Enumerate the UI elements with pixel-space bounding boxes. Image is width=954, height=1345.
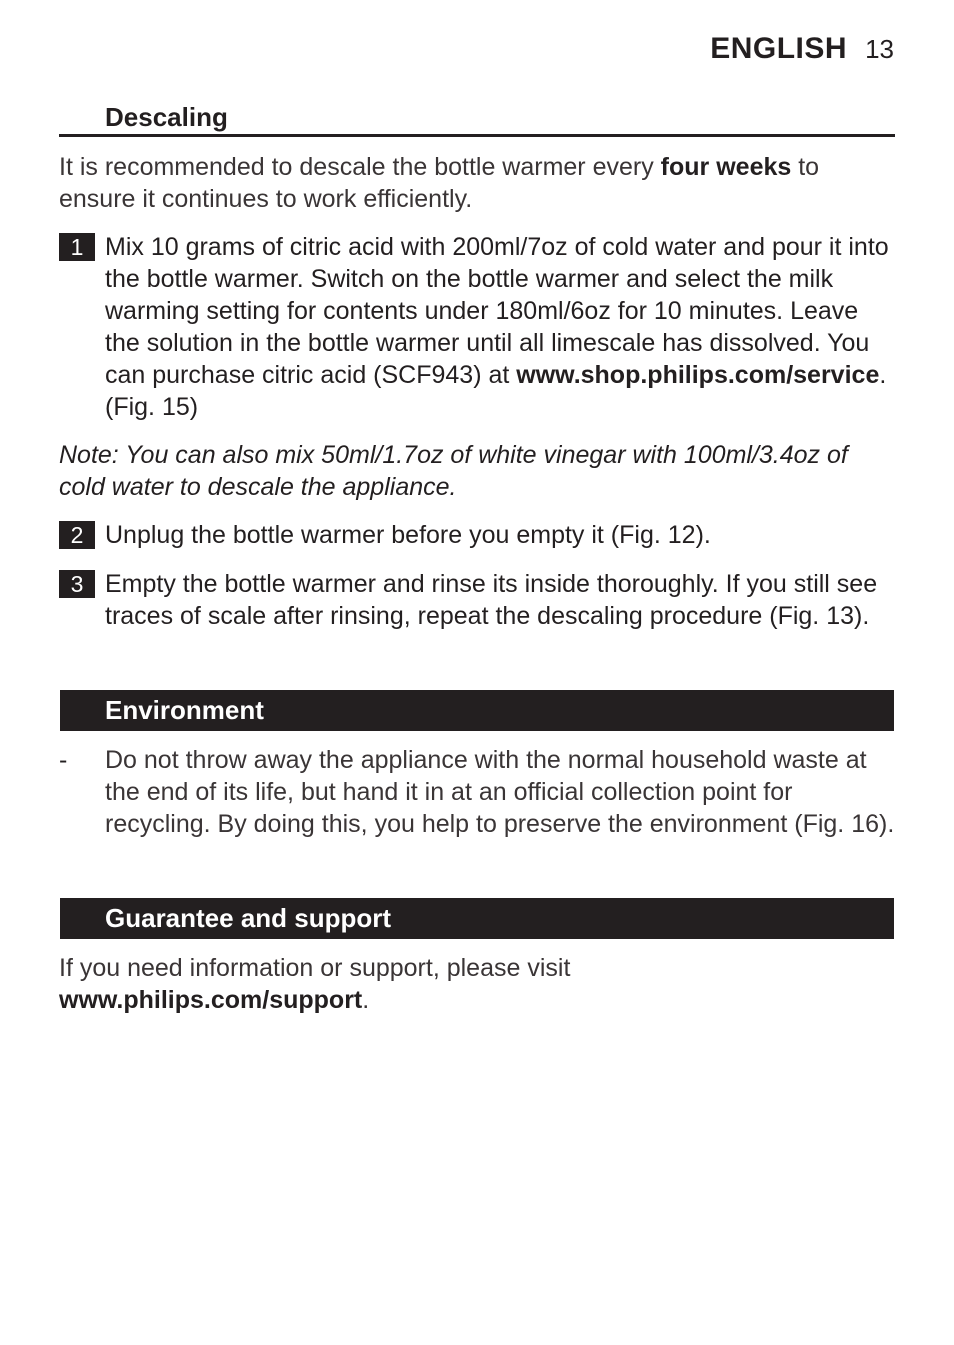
environment-bullet	[59, 744, 899, 840]
guarantee-text-post: .	[362, 986, 370, 1014]
step-3-text: Empty the bottle warmer and rinse its inside thoroughly. If you still see traces of scale after rinsing, repeat the descaling procedure (Fig. 13).	[105, 570, 878, 630]
intro-text-pre: It is recommended to descale the bottle warmer every	[59, 153, 661, 181]
section-heading-guarantee	[60, 898, 894, 939]
step-2	[59, 519, 899, 551]
guarantee-text	[59, 952, 839, 1016]
descaling-intro	[59, 151, 899, 215]
step-number-badge: 1	[59, 233, 95, 261]
step-1-text-pre: Mix 10 grams of citric acid with 200ml/7oz of cold water and pour it into the bottle warmer. Switch on the bottle warmer and select the milk warming setting for contents under 180ml/6oz for 10 minutes. Leave the solution in the bottle warmer until all limescale has dissolved. You can purchase citric acid (SCF943) at	[105, 233, 889, 389]
guarantee-title: Guarantee and support	[105, 903, 392, 933]
shop-link[interactable]: www.shop.philips.com/service	[516, 361, 880, 389]
step-number-badge: 3	[59, 570, 95, 598]
section-heading-descaling	[59, 100, 895, 137]
step-3	[59, 568, 899, 632]
step-1-text	[105, 231, 899, 423]
page-header	[710, 32, 894, 66]
bullet-dash: -	[59, 746, 68, 774]
step-2-text: Unplug the bottle warmer before you empty it (Fig. 12).	[105, 521, 711, 549]
descaling-note: Note: You can also mix 50ml/1.7oz of white vinegar with 100ml/3.4oz of cold water to descale the appliance.	[59, 441, 848, 501]
page-number: 13	[865, 34, 894, 64]
section-heading-environment	[60, 690, 894, 731]
step-1-text-post: . (Fig. 15)	[105, 361, 887, 421]
step-1	[59, 231, 899, 423]
language-label: ENGLISH	[710, 32, 848, 65]
intro-text-post: to ensure it continues to work efficiently.	[59, 153, 820, 213]
descaling-title: Descaling	[105, 102, 228, 132]
environment-title: Environment	[105, 695, 264, 725]
step-number-badge: 2	[59, 521, 95, 549]
environment-text: Do not throw away the appliance with the normal household waste at the end of its life, but hand it in at an official collection point for recycling. By doing this, you help to preserve the environment (Fig. 16).	[105, 746, 895, 838]
guarantee-text-pre: If you need information or support, please visit	[59, 954, 571, 982]
intro-text-bold: four weeks	[660, 153, 792, 181]
support-link[interactable]: www.philips.com/support	[59, 986, 363, 1014]
